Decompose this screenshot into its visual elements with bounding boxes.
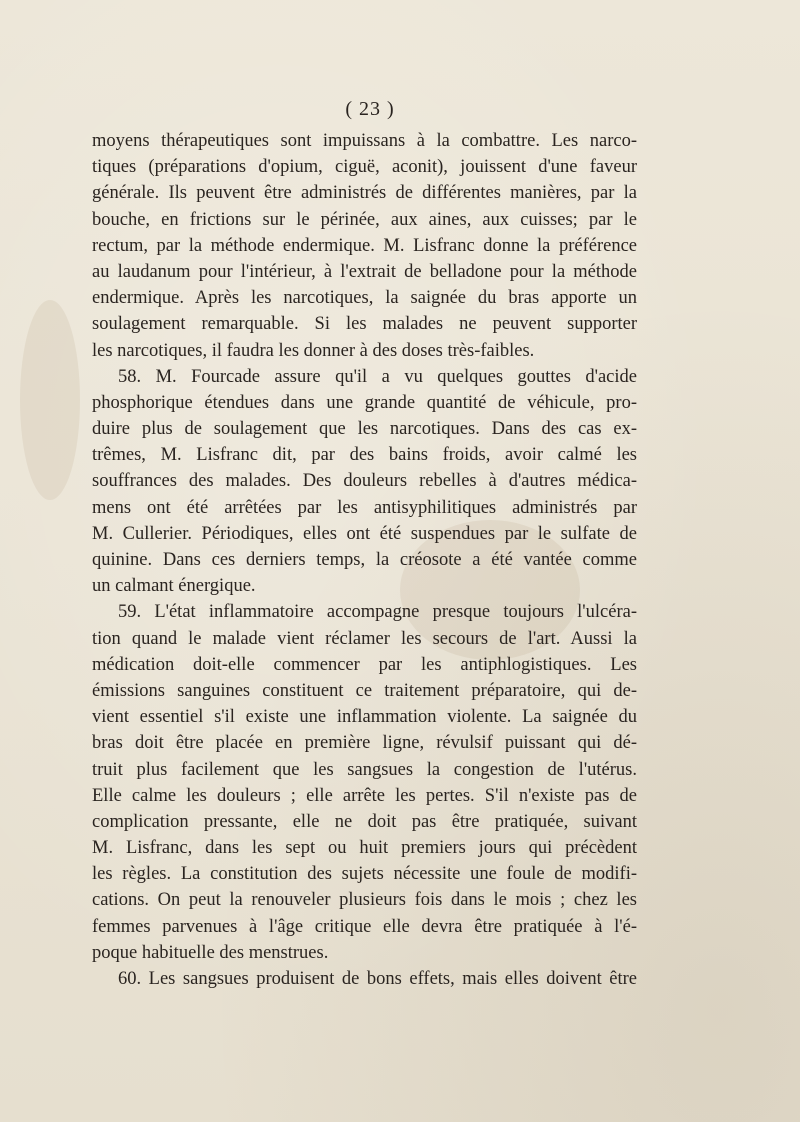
text-line: émissions sanguines constituent ce traitement préparatoire, qui de-: [92, 680, 637, 701]
paragraph-59-start: 59. L'état inflammatoire accompagne presque toujours l'ulcéra-: [118, 602, 637, 623]
text-line: truit plus facilement que les sangsues la congestion de l'utérus.: [92, 759, 637, 780]
text-line: tion quand le malade vient réclamer les secours de l'art. Aussi la: [92, 628, 637, 649]
text-line: les narcotiques, il faudra les donner à des doses très-faibles.: [92, 340, 535, 361]
body-text: [92, 128, 637, 992]
text-line: rectum, par la méthode endermique. M. Lisfranc donne la préférence: [92, 235, 637, 256]
text-line: souffrances des malades. Des douleurs rebelles à d'autres médica-: [92, 471, 637, 492]
text-line: phosphorique étendues dans une grande quantité de véhicule, pro-: [92, 392, 637, 413]
text-line: un calmant énergique.: [92, 576, 256, 597]
text-line: poque habituelle des menstrues.: [92, 942, 329, 963]
text-line: M. Lisfranc, dans les sept ou huit premiers jours qui précèdent: [92, 838, 637, 859]
text-line: les règles. La constitution des sujets nécessite une foule de modifi-: [92, 864, 637, 885]
text-line: médication doit-elle commencer par les antiphlogistiques. Les: [92, 654, 637, 675]
text-line: endermique. Après les narcotiques, la saignée du bras apporte un: [92, 288, 637, 309]
text-line: soulagement remarquable. Si les malades ne peuvent supporter: [92, 314, 637, 335]
text-line: vient essentiel s'il existe une inflammation violente. La saignée du: [92, 707, 637, 728]
page-number: ( 23 ): [345, 98, 395, 120]
text-line: cations. On peut la renouveler plusieurs fois dans le mois ; chez les: [92, 890, 637, 911]
text-line: complication pressante, elle ne doit pas être pratiquée, suivant: [92, 811, 637, 832]
text-line: Elle calme les douleurs ; elle arrête les pertes. S'il n'existe pas de: [92, 785, 637, 806]
paragraph-58-start: 58. M. Fourcade assure qu'il a vu quelques gouttes d'acide: [118, 366, 637, 387]
text-line: au laudanum pour l'intérieur, à l'extrait de belladone pour la méthode: [92, 261, 637, 282]
paper-stain: [20, 300, 80, 500]
text-line: duire plus de soulagement que les narcotiques. Dans des cas ex-: [92, 419, 637, 440]
text-line: trêmes, M. Lisfranc dit, par des bains froids, avoir calmé les: [92, 445, 637, 466]
text-line: mens ont été arrêtées par les antisyphilitiques administrés par: [92, 497, 637, 518]
text-line: quinine. Dans ces derniers temps, la créosote a été vantée comme: [92, 550, 637, 570]
paragraph-60-start: 60. Les sangsues produisent de bons effets, mais elles doivent être: [118, 969, 637, 989]
text-line: bouche, en frictions sur le périnée, aux aines, aux cuisses; par le: [92, 209, 637, 230]
text-line: moyens thérapeutiques sont impuissans à la combattre. Les narco-: [92, 131, 637, 151]
text-line: tiques (préparations d'opium, ciguë, aconit), jouissent d'une faveur: [92, 157, 637, 178]
text-line: femmes parvenues à l'âge critique elle devra être pratiquée à l'é-: [92, 916, 637, 937]
text-line: M. Cullerier. Périodiques, elles ont été suspendues par le sulfate de: [92, 523, 637, 544]
text-line: générale. Ils peuvent être administrés de différentes manières, par la: [92, 183, 637, 204]
text-line: bras doit être placée en première ligne, révulsif puissant qui dé-: [92, 733, 637, 754]
